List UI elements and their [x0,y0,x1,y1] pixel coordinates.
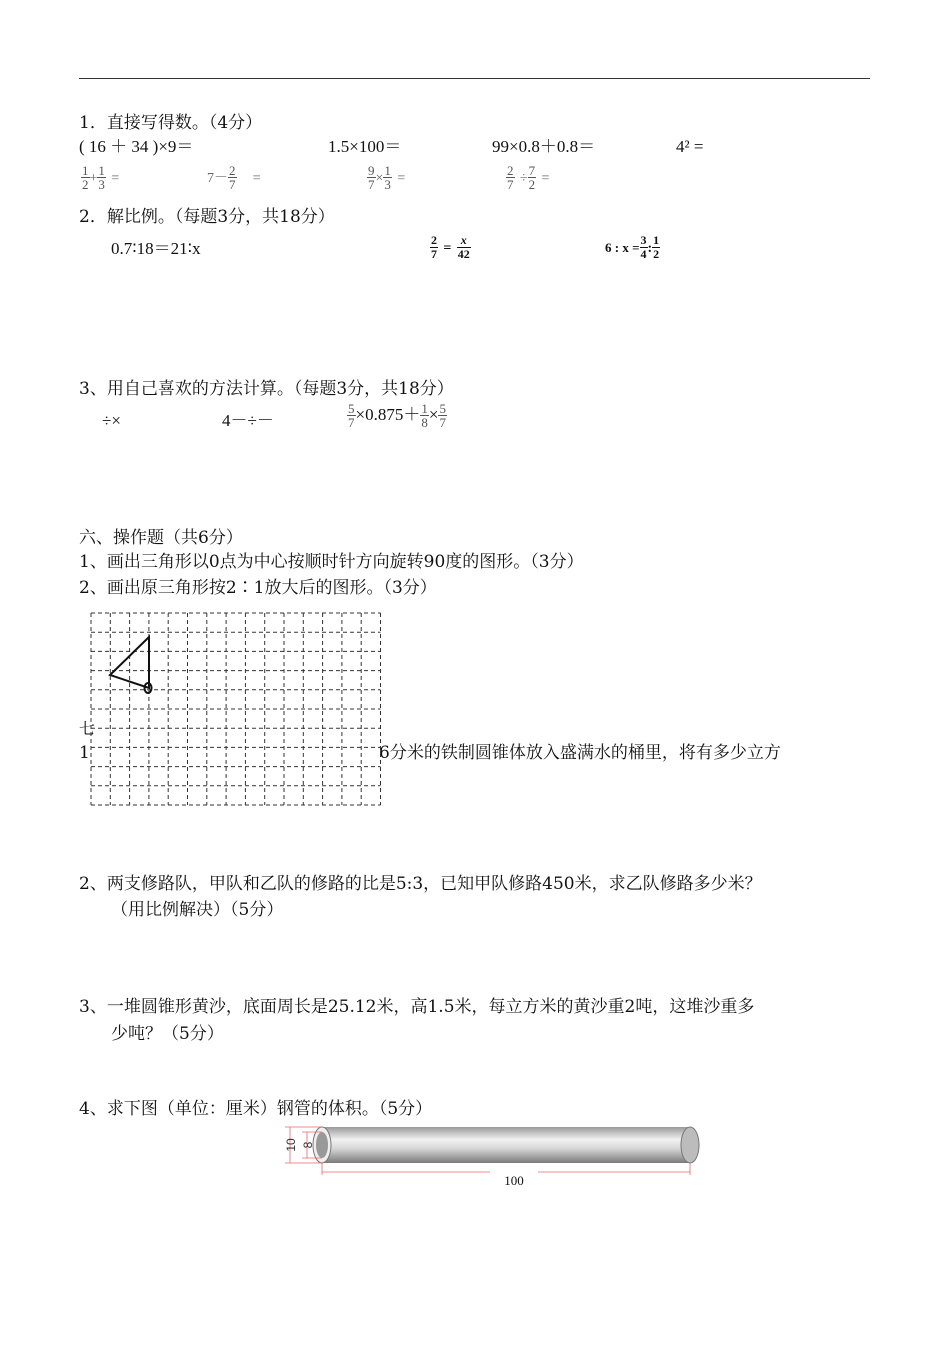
operation-q1: 1、画出三角形以0点为中心按顺时针方向旋转90度的图形。（3分） [79,552,584,572]
section-1-heading: 1．直接写得数。（4分） [79,113,263,133]
inner-diameter-label: 8 [301,1141,315,1149]
problem-1-number: 1 [79,743,90,763]
problem-2-line-1: 2、两支修路队，甲队和乙队的修路的比是5:3，已知甲队修路450米，求乙队修路多少米？ [79,874,762,894]
calc-8: $\frac{2}{7}$ ÷ $\frac{7}{2}$ = [507,163,550,192]
proportion-2: $\frac{2}{7}$ = $\frac{x}{42}$ [431,233,470,261]
proportion-3: 6 : x = $\frac{3}{4}$ : $\frac{1}{2}$ [605,233,660,261]
dashed-grid [88,610,384,810]
steel-pipe-figure [280,1122,710,1194]
calc-6: 7－ $\frac{2}{7}$ = [207,163,261,192]
problem-1-text: 6分米的铁制圆锥体放入盛满水的桶里，将有多少立方 [379,743,781,763]
section-6-heading: 六、操作题（共6分） [79,528,243,548]
problem-4: 4、求下图（单位：厘米）钢管的体积。（5分） [79,1099,433,1119]
problem-2-line-2: （用比例解决）（5分） [111,900,284,920]
operation-q2: 2、画出原三角形按2∶1放大后的图形。（3分） [79,578,437,598]
calc-5: $\frac{1}{2}$ + $\frac{1}{3}$ = [82,163,120,192]
calc-1: ( 16 ＋ 34 )×9＝ [79,137,194,156]
calc-2: 1.5×100＝ [328,137,402,156]
compute-3: $\frac{5}{7}$ ×0.875＋ $\frac{1}{8}$ × $\frac{5}{7}$ [348,401,446,430]
compute-2: 4－÷－ [222,411,274,430]
calc-4: 4² = [676,137,704,156]
section-7-heading-fragment: 七 [79,719,96,738]
proportion-1: 0.7∶18＝21∶x [111,239,201,258]
pipe-inner [316,1132,328,1158]
problem-3-line-2: 少吨？（5分） [111,1024,224,1044]
compute-1: ÷× [102,411,121,430]
outer-diameter-label: 10 [284,1138,298,1152]
pipe-end [681,1127,699,1163]
calc-3: 99×0.8＋0.8＝ [492,137,596,156]
pipe-body [322,1127,690,1163]
section-3-heading: 3、用自己喜欢的方法计算。（每题3分，共18分） [79,379,454,399]
section-2-heading: 2．解比例。（每题3分，共18分） [79,207,335,227]
problem-3-line-1: 3、一堆圆锥形黄沙，底面周长是25.12米，高1.5米，每立方米的黄沙重2吨，这堆沙重多 [79,997,755,1017]
calc-7: $\frac{9}{7}$ × $\frac{1}{3}$ = [368,163,406,192]
header-rule [79,78,870,79]
length-label: 100 [504,1173,524,1188]
